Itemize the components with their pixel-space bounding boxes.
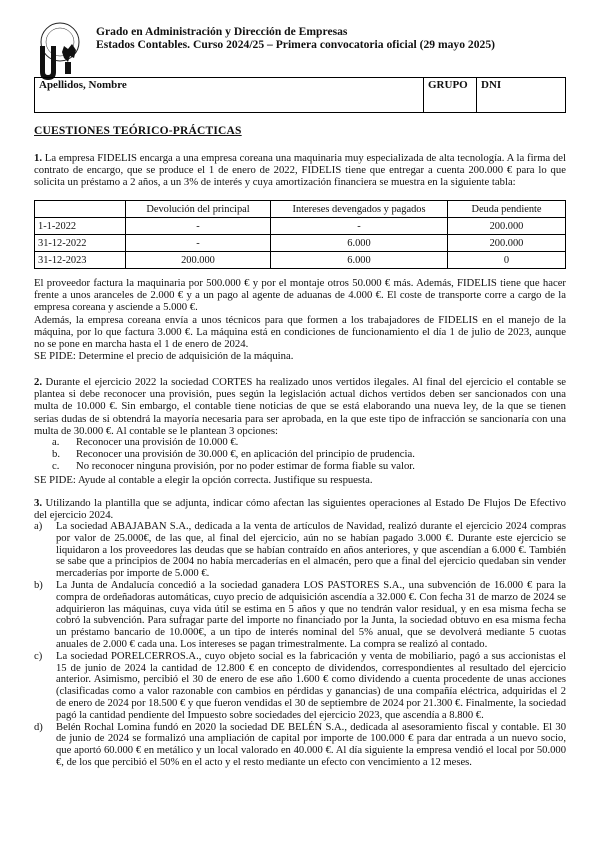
table-cell: 200.000 bbox=[448, 235, 566, 252]
item-letter: b) bbox=[34, 579, 43, 591]
table-cell: 200.000 bbox=[448, 218, 566, 235]
table-row bbox=[35, 235, 566, 252]
student-id-table bbox=[34, 77, 566, 113]
q1-paragraph: El proveedor factura la maquinaria por 500.000 € y por el montaje otros 50.000 € más. Además, FIDELIS tiene que hacer frente a unos aranceles de 2.000 € y a un pago al agente de aduanas de 4.000 €. El coste de transporte corre a cargo de la empresa coreana y asciende a 5.000 €. bbox=[34, 277, 566, 314]
degree-title: Grado en Administración y Dirección de Empresas bbox=[96, 25, 348, 38]
table-cell: 31-12-2023 bbox=[35, 252, 126, 269]
item-text: La sociedad PORELCERROS.A., cuyo objeto social es la fabricación y venta de mobiliario, pagó a sus accionistas el 15 de junio de 2024 la cantidad de 12.800 € en concepto de dividendos, correspondientes al resultado del ejercicio anterior. Asimismo, percibió el 30 de enero de ese año 1.600 € como dividendo a cuenta procedente de unas acciones (clasificadas como a valor razonable con cambios en pérdidas y ganancias) de una compañía eléctrica, adquiridas el 2 de enero de 2024 por 18.500 € y que fueron vendidas el 30 de septiembre de 2024 por 21.300 €. Finalmente, la sociedad pagó la cantidad pendiente del Impuesto sobre sociedades del ejercicio 2023, que ascendía a 8.800 €. bbox=[56, 650, 566, 721]
q1-intro-text: La empresa FIDELIS encarga a una empresa coreana una maquinaria muy especializada de alta tecnología. A la firma del contrato de encargo, que se produce el 1 de enero de 2022, FIDELIS tiene que entregar a cuenta 200.000 € para lo que solicita un préstamo a 2 años, a un 3% de interés y cuya amortización financiera se muestra en la siguiente tabla: bbox=[34, 152, 566, 189]
loan-table bbox=[34, 200, 566, 269]
item-letter: a) bbox=[34, 521, 43, 532]
university-logo-icon bbox=[34, 22, 84, 82]
table-cell: - bbox=[271, 218, 448, 235]
q3-intro-text: Utilizando la plantilla que se adjunta, indicar cómo afectan las siguientes operaciones al Estado De Flujos De Efectivo del ejercicio 2024. bbox=[34, 497, 567, 522]
list-item bbox=[34, 722, 566, 769]
item-text: La Junta de Andalucía concedió a la sociedad ganadera LOS PASTORES S.A., una subvención de 16.000 € para la compra de ordeñadoras automáticas, cuyo precio de adquisición ascendía a 32.000 €. Con fecha 31 de marzo de 2024 se adquirieron las máquinas, cuya vida útil se estima en 5 años y que no tendrán valor residual, y en esa misma fecha se cobró la subvención. Para sufragar parte del importe no financiado por la Junta, la sociedad obtuvo en esa misma fecha un préstamo bancario de 10.000€, a un tipo de interés nominal del 5% anual, que se devolverá mediante 5 cuotas anuales de 2.000 € cada una. Los intereses se pagan trimestralmente. La compra se realizó al contado. bbox=[56, 579, 566, 650]
q1-body bbox=[34, 277, 566, 362]
q2-intro bbox=[34, 376, 566, 437]
q2-request-text: SE PIDE: Ayude al contable a elegir la opción correcta. Justifique su respuesta. bbox=[34, 474, 373, 486]
group-field[interactable] bbox=[424, 78, 477, 113]
table-cell: 6.000 bbox=[271, 235, 448, 252]
q3-items bbox=[34, 521, 566, 769]
q2-number: 2. bbox=[34, 376, 43, 388]
list-item bbox=[34, 521, 566, 580]
table-cell: - bbox=[126, 235, 271, 252]
dni-field[interactable] bbox=[477, 78, 566, 113]
option-letter: c. bbox=[52, 459, 60, 472]
item-letter: d) bbox=[34, 721, 43, 733]
dni-label: DNI bbox=[481, 79, 502, 91]
q2-request bbox=[34, 474, 566, 486]
q2-options bbox=[52, 437, 532, 473]
name-field[interactable] bbox=[35, 78, 424, 113]
q1-paragraph: Además, la empresa coreana envía a unos técnicos para que formen a los trabajadores de FIDELIS en el manejo de la máquina, por lo que factura 3.000 €. La máquina está en condiciones de funcionamiento el día 1 de julio de 2023, aunque no se pone en marcha hasta el 1 de enero de 2024. bbox=[34, 313, 566, 351]
q1-request: SE PIDE: Determine el precio de adquisición de la máquina. bbox=[34, 350, 294, 363]
q3-intro bbox=[34, 497, 566, 521]
q1-intro bbox=[34, 152, 566, 189]
loan-header-cell: Deuda pendiente bbox=[448, 201, 566, 218]
name-label: Apellidos, Nombre bbox=[39, 79, 127, 91]
loan-header-cell bbox=[35, 201, 126, 218]
table-cell: 0 bbox=[448, 252, 566, 269]
loan-header-cell: Intereses devengados y pagados bbox=[271, 201, 448, 218]
q3-number: 3. bbox=[34, 497, 43, 509]
list-item bbox=[34, 651, 566, 722]
list-item bbox=[34, 580, 566, 651]
item-letter: c) bbox=[34, 650, 43, 662]
table-row bbox=[35, 218, 566, 235]
q2-intro-text: Durante el ejercicio 2022 la sociedad CORTES ha realizado unos vertidos ilegales. Al final del ejercicio el contable se plantea si debe reconocer una provisión, pues según la legislación actual dichos vertidos deben ser sancionados con una multa de 10.000 €. Sin embargo, el contable tiene noticias de que se está elaborando una nueva ley, de la que se tienen serias dudas de si obtendrá la mayoría necesaria para ser aprobada, en la que este tipo de infracción se sancionaría con una multa de 30.000 €. Al contable se le plantean 3 opciones: bbox=[34, 376, 566, 437]
table-cell: 1-1-2022 bbox=[35, 218, 126, 235]
exam-header bbox=[96, 25, 495, 51]
loan-table-header bbox=[35, 201, 566, 218]
table-cell: 31-12-2022 bbox=[35, 235, 126, 252]
table-row bbox=[35, 252, 566, 269]
group-label: GRUPO bbox=[428, 79, 468, 91]
loan-header-cell: Devolución del principal bbox=[126, 201, 271, 218]
option-letter: a. bbox=[52, 436, 60, 448]
list-item bbox=[52, 461, 532, 473]
q1-number: 1. bbox=[34, 152, 43, 164]
item-text: La sociedad ABAJABAN S.A., dedicada a la venta de artículos de Navidad, realizó durante el ejercicio 2024 compras por valor de 25.000€, de las que, al final del ejercicio, aún no se habían pagado 3.000 €. Durante este ejercicio se liquidaron a los proveedores las deudas que se habían contraído en años anteriores, y que ascendían a 6.000 €. También se sabe que a principios de 2004 no había mercaderías en el almacén, pero que a final del ejercicio quedaban sin vender mercaderías por importe de 5.000 €. bbox=[56, 521, 566, 580]
item-text: Belén Rochal Lomina fundó en 2020 la sociedad DE BELÉN S.A., dedicada al asesoramiento fiscal y contable. El 30 de junio de 2024 se formalizó una ampliación de capital por importe de 100.000 € para dar entrada a un nuevo socio, que aportó 60.000 € en metálico y un local valorado en 40.000 €. Al día siguiente la empresa vendió el local por 50.000 €, de los que percibió el 50% en el acto y el resto mediante un efecto con vencimiento a 12 meses. bbox=[56, 721, 566, 768]
option-text: Reconocer una provisión de 10.000 €. bbox=[76, 436, 239, 448]
course-title: Estados Contables. Curso 2024/25 – Primera convocatoria oficial (29 mayo 2025) bbox=[96, 38, 495, 51]
option-text: No reconocer ninguna provisión, por no poder estimar de forma fiable su valor. bbox=[76, 459, 415, 472]
option-letter: b. bbox=[52, 447, 61, 460]
section-title: CUESTIONES TEÓRICO-PRÁCTICAS bbox=[34, 125, 242, 137]
table-cell: - bbox=[126, 218, 271, 235]
option-text: Reconocer una provisión de 30.000 €, en aplicación del principio de prudencia. bbox=[76, 447, 415, 460]
table-cell: 6.000 bbox=[271, 252, 448, 269]
table-cell: 200.000 bbox=[126, 252, 271, 269]
